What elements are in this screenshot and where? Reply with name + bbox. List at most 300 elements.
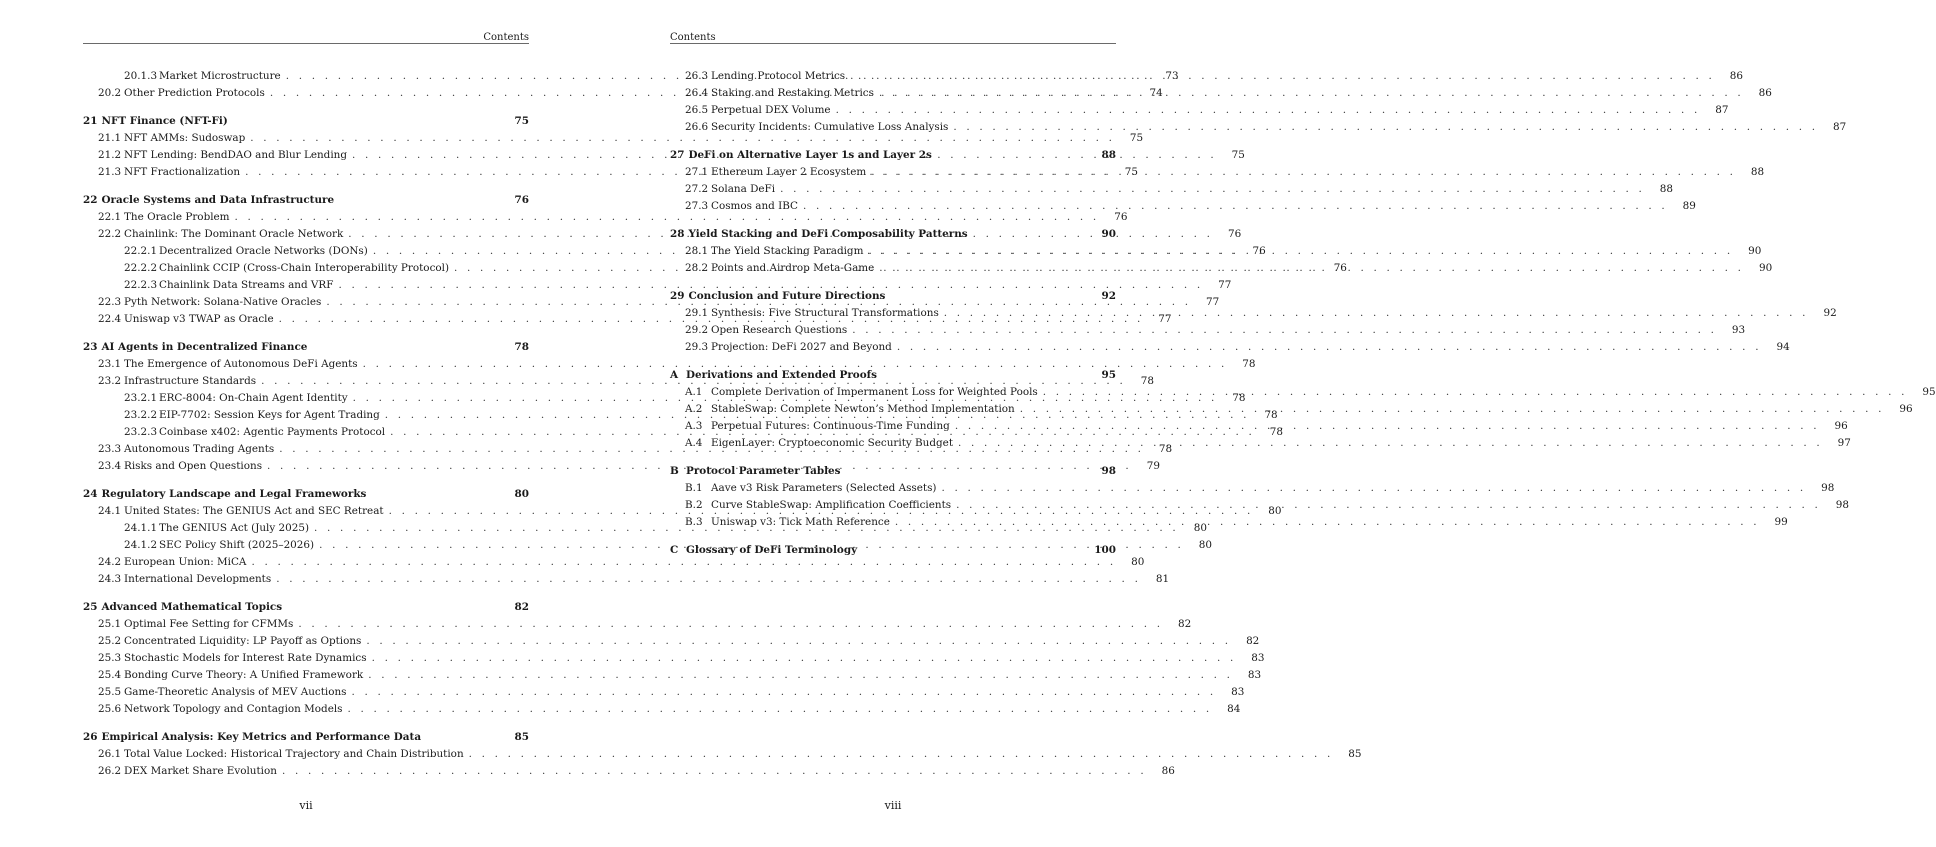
- entry-number: 23.2.1: [124, 392, 158, 404]
- entry-page-number: 84: [1227, 703, 1241, 715]
- entry-number: 21.3: [98, 166, 122, 178]
- entry-title: [124, 68, 281, 85]
- entry-title: [83, 486, 499, 503]
- entry-number: 23.4: [98, 460, 122, 472]
- entry-title-text: The GENIUS Act (July 2025): [159, 522, 310, 534]
- entry-title-text: United States: The GENIUS Act and SEC Retreat: [124, 505, 384, 517]
- entry-title-text: Open Research Questions: [711, 324, 848, 336]
- entry-title-text: Perpetual Futures: Continuous-Time Funding: [711, 420, 950, 432]
- entry-title: [685, 497, 951, 514]
- toc-chapter-entry[interactable]: [670, 463, 1116, 480]
- entry-title: [98, 667, 363, 684]
- entry-number: 25.4: [98, 669, 122, 681]
- toc-chapter-entry[interactable]: [670, 367, 1116, 384]
- dot-leader: [956, 497, 1821, 514]
- entry-number: 28.1: [685, 245, 709, 257]
- entry-title-text: AI Agents in Decentralized Finance: [101, 341, 308, 353]
- entry-title-text: Chainlink: The Dominant Oracle Network: [124, 228, 344, 240]
- entry-title-text: Total Value Locked: Historical Trajectory and Chain Distribution: [124, 748, 464, 760]
- entry-page-number: 97: [1837, 437, 1851, 449]
- entry-page-number: 89: [1682, 200, 1696, 212]
- entry-page-number: 74: [1149, 87, 1163, 99]
- entry-title: [685, 322, 847, 339]
- entry-number: 27.2: [685, 183, 709, 195]
- entry-page-number: 87: [1833, 121, 1847, 133]
- entry-number: 21: [83, 115, 98, 127]
- entry-number: 27: [670, 149, 685, 161]
- entry-title-text: Staking and Restaking Metrics: [711, 87, 874, 99]
- entry-title: [124, 243, 368, 260]
- dot-leader: [1043, 384, 1908, 401]
- entry-number: 26.3: [685, 70, 709, 82]
- entry-page-number: 81: [1155, 573, 1170, 585]
- entry-page-number: 79: [1146, 460, 1160, 472]
- entry-title-text: ERC-8004: On-Chain Agent Identity: [159, 392, 348, 404]
- entry-title: [670, 288, 1086, 305]
- entry-title: [98, 701, 343, 718]
- entry-title-text: Solana DeFi: [711, 183, 776, 195]
- entry-number: 22: [83, 194, 98, 206]
- toc-section-entry[interactable]: [83, 746, 1362, 763]
- entry-page-number: 78: [1232, 392, 1246, 404]
- entry-number: A.3: [685, 420, 703, 432]
- entry-page-number: 86: [1161, 765, 1175, 777]
- page-number: vii: [299, 799, 313, 812]
- entry-title-text: Infrastructure Standards: [124, 375, 257, 387]
- entry-number: 25.3: [98, 652, 122, 664]
- entry-title: [685, 181, 775, 198]
- entry-page-number: 99: [1774, 516, 1788, 528]
- entry-number: 20.1.3: [124, 70, 158, 82]
- toc-section-entry[interactable]: [670, 181, 1673, 198]
- entry-title-text: Pyth Network: Solana-Native Oracles: [124, 296, 322, 308]
- entry-page-number: 80: [1268, 505, 1282, 517]
- entry-page-number: 83: [1231, 686, 1245, 698]
- entry-title: [685, 514, 890, 531]
- dot-leader: [850, 68, 1715, 85]
- entry-page-number: 75: [1231, 149, 1245, 161]
- entry-title-text: NFT Lending: BendDAO and Blur Lending: [124, 149, 348, 161]
- entry-number: 24: [83, 488, 98, 500]
- entry-number: 23.1: [98, 358, 122, 370]
- toc-chapter-entry[interactable]: [670, 542, 1116, 559]
- entry-page-number: 83: [1251, 652, 1265, 664]
- toc-section-entry[interactable]: [670, 198, 1696, 215]
- entry-number: 24.3: [98, 573, 122, 585]
- entry-number: 24.1.1: [124, 522, 158, 534]
- entry-title: [124, 407, 380, 424]
- entry-number: 22.3: [98, 296, 122, 308]
- toc-chapter-entry[interactable]: [83, 729, 529, 746]
- entry-title: [670, 542, 1086, 559]
- entry-title: [98, 294, 321, 311]
- dot-leader: [953, 119, 1818, 136]
- entry-title-text: EIP-7702: Session Keys for Agent Trading: [159, 409, 380, 421]
- toc-section-entry[interactable]: [670, 102, 1729, 119]
- entry-page-number: 82: [1246, 635, 1260, 647]
- entry-page-number: 76: [1252, 245, 1266, 257]
- entry-number: A.1: [685, 386, 703, 398]
- dot-leader: [871, 164, 1736, 181]
- entry-page-number: 87: [1715, 104, 1729, 116]
- toc-chapter-entry[interactable]: [83, 599, 529, 616]
- entry-title-text: Game-Theoretic Analysis of MEV Auctions: [124, 686, 347, 698]
- entry-page-number: 100: [1094, 544, 1116, 556]
- entry-title: [124, 260, 449, 277]
- toc-section-entry[interactable]: [83, 701, 1241, 718]
- entry-title: [98, 85, 265, 102]
- entry-page-number: 92: [1823, 307, 1837, 319]
- entry-number: 27.1: [685, 166, 709, 178]
- entry-title: [98, 503, 384, 520]
- entry-number: 24.1.2: [124, 539, 158, 551]
- entry-page-number: 78: [1269, 426, 1283, 438]
- entry-title: [83, 729, 499, 746]
- entry-title-text: Uniswap v3 TWAP as Oracle: [124, 313, 274, 325]
- entry-page-number: 86: [1758, 87, 1772, 99]
- entry-number: A.2: [685, 403, 703, 415]
- entry-title: [98, 763, 277, 780]
- entry-title-text: EigenLayer: Cryptoeconomic Security Budget: [711, 437, 953, 449]
- entry-page-number: 96: [1899, 403, 1913, 415]
- entry-title-text: Other Prediction Protocols: [124, 87, 265, 99]
- entry-title: [685, 68, 845, 85]
- entry-number: 22.2: [98, 228, 122, 240]
- entry-title: [670, 226, 1086, 243]
- entry-page-number: 92: [1101, 290, 1116, 302]
- entry-number: 23.2.3: [124, 426, 158, 438]
- entry-number: 26.1: [98, 748, 122, 760]
- entry-number: 22.2.3: [124, 279, 158, 291]
- entry-page-number: 90: [1748, 245, 1762, 257]
- entry-title-text: DEX Market Share Evolution: [124, 765, 277, 777]
- entry-title-text: Ethereum Layer 2 Ecosystem: [711, 166, 867, 178]
- dot-leader: [941, 480, 1806, 497]
- entry-title: [124, 424, 385, 441]
- entry-page-number: 80: [1131, 556, 1145, 568]
- entry-title-text: Projection: DeFi 2027 and Beyond: [711, 341, 892, 353]
- entry-title-text: European Union: MiCA: [124, 556, 247, 568]
- entry-title-text: International Developments: [124, 573, 272, 585]
- entry-page-number: 75: [1129, 132, 1144, 144]
- entry-number: 25.5: [98, 686, 122, 698]
- entry-title-text: Stochastic Models for Interest Rate Dynamics: [124, 652, 367, 664]
- toc-chapter-entry[interactable]: [670, 226, 1116, 243]
- entry-title: [83, 339, 499, 356]
- toc-subsubsection-entry[interactable]: [83, 277, 1232, 294]
- entry-number: 25.1: [98, 618, 122, 630]
- entry-page-number: 82: [514, 601, 529, 613]
- toc-section-entry[interactable]: [670, 322, 1746, 339]
- entry-number: 29.3: [685, 341, 709, 353]
- entry-title-text: Uniswap v3: Tick Math Reference: [711, 516, 890, 528]
- entry-title-text: Empirical Analysis: Key Metrics and Performance Data: [101, 731, 422, 743]
- toc-section-entry[interactable]: [670, 119, 1847, 136]
- entry-number: 26.6: [685, 121, 709, 133]
- entry-title-text: Optimal Fee Setting for CFMMs: [124, 618, 294, 630]
- entry-number: 26.4: [685, 87, 709, 99]
- entry-title-text: Concentrated Liquidity: LP Payoff as Options: [124, 635, 362, 647]
- entry-number: 23.2.2: [124, 409, 158, 421]
- toc-section-entry[interactable]: [83, 684, 1245, 701]
- entry-number: 25.2: [98, 635, 122, 647]
- dot-leader: [879, 260, 1744, 277]
- entry-title-text: Coinbase x402: Agentic Payments Protocol: [159, 426, 386, 438]
- entry-title: [685, 435, 953, 452]
- entry-page-number: 83: [1247, 669, 1262, 681]
- toc-section-entry[interactable]: [670, 480, 1835, 497]
- entry-number: 24.2: [98, 556, 122, 568]
- entry-number: 26.5: [685, 104, 709, 116]
- entry-page-number: 78: [1158, 443, 1173, 455]
- entry-number: A.4: [685, 437, 703, 449]
- entry-page-number: 85: [514, 731, 529, 743]
- dot-leader: [852, 322, 1717, 339]
- entry-number: B.3: [685, 516, 703, 528]
- entry-title-text: Market Microstructure: [159, 70, 281, 82]
- toc-chapter-entry[interactable]: [670, 288, 1116, 305]
- entry-page-number: 75: [1124, 166, 1139, 178]
- entry-title-text: Points and Airdrop Meta-Game: [711, 262, 875, 274]
- entry-number: B.2: [685, 499, 703, 511]
- entry-page-number: 98: [1835, 499, 1849, 511]
- dot-leader: [955, 418, 1820, 435]
- entry-title-text: DeFi on Alternative Layer 1s and Layer 2s: [688, 149, 932, 161]
- entry-title: [685, 480, 936, 497]
- entry-title: [670, 367, 1086, 384]
- entry-title: [98, 571, 271, 588]
- entry-page-number: 78: [514, 341, 529, 353]
- dot-leader: [780, 181, 1645, 198]
- entry-number: A: [670, 369, 679, 381]
- entry-title: [98, 458, 262, 475]
- entry-number: 23.2: [98, 375, 122, 387]
- dot-leader: [868, 243, 1733, 260]
- entry-title-text: NFT AMMs: Sudoswap: [124, 132, 246, 144]
- entry-title: [124, 520, 309, 537]
- entry-number: 29: [670, 290, 685, 302]
- entry-number: 21.1: [98, 132, 122, 144]
- toc-chapter-entry[interactable]: [83, 192, 529, 209]
- entry-page-number: 82: [1177, 618, 1192, 630]
- entry-number: 27.3: [685, 200, 709, 212]
- entry-title: [685, 243, 863, 260]
- toc-chapter-entry[interactable]: [83, 113, 529, 130]
- entry-page-number: 88: [1750, 166, 1765, 178]
- entry-title: [685, 102, 831, 119]
- entry-title-text: Bonding Curve Theory: A Unified Framework: [124, 669, 364, 681]
- entry-title-text: Protocol Parameter Tables: [686, 465, 841, 477]
- entry-number: 22.1: [98, 211, 122, 223]
- entry-title-text: Risks and Open Questions: [124, 460, 263, 472]
- toc-section-entry[interactable]: [83, 633, 1260, 650]
- entry-title: [685, 305, 939, 322]
- entry-title-text: Derivations and Extended Proofs: [686, 369, 877, 381]
- entry-title: [685, 198, 798, 215]
- toc-section-entry[interactable]: [670, 339, 1790, 356]
- entry-number: 26: [83, 731, 98, 743]
- entry-title: [685, 401, 1015, 418]
- toc-section-entry[interactable]: [83, 650, 1265, 667]
- entry-number: 28.2: [685, 262, 709, 274]
- entry-title: [98, 441, 274, 458]
- entry-title: [98, 130, 245, 147]
- dot-leader: [836, 102, 1701, 119]
- dot-leader: [944, 305, 1809, 322]
- entry-page-number: 93: [1731, 324, 1746, 336]
- dot-leader: [803, 198, 1668, 215]
- entry-page-number: 86: [1729, 70, 1744, 82]
- entry-number: 21.2: [98, 149, 122, 161]
- entry-title-text: Chainlink CCIP (Cross-Chain Interoperability Protocol): [159, 262, 450, 274]
- running-head: Contents: [670, 32, 716, 43]
- entry-number: 23: [83, 341, 98, 353]
- entry-page-number: 77: [1206, 296, 1220, 308]
- running-head: Contents: [483, 32, 529, 43]
- entry-title-text: Autonomous Trading Agents: [124, 443, 275, 455]
- entry-title-text: Chainlink Data Streams and VRF: [159, 279, 334, 291]
- toc-section-entry[interactable]: [83, 356, 1256, 373]
- entry-page-number: 73: [1165, 70, 1179, 82]
- entry-title-text: Complete Derivation of Impermanent Loss for Weighted Pools: [711, 386, 1038, 398]
- entry-page-number: 90: [1758, 262, 1773, 274]
- entry-title-text: Network Topology and Contagion Models: [124, 703, 343, 715]
- entry-number: 29.2: [685, 324, 709, 336]
- entry-title-text: SEC Policy Shift (2025–2026): [159, 539, 315, 551]
- entry-title-text: Synthesis: Five Structural Transformations: [711, 307, 939, 319]
- entry-title-text: Yield Stacking and DeFi Composability Patterns: [688, 228, 968, 240]
- entry-title-text: Glossary of DeFi Terminology: [686, 544, 858, 556]
- header-rule: [83, 43, 529, 44]
- entry-title: [98, 684, 347, 701]
- entry-page-number: 77: [1218, 279, 1232, 291]
- entry-title-text: Cosmos and IBC: [711, 200, 799, 212]
- entry-title-text: Conclusion and Future Directions: [688, 290, 886, 302]
- toc-section-entry[interactable]: [83, 616, 1192, 633]
- entry-number: 22.4: [98, 313, 122, 325]
- entry-title: [83, 113, 499, 130]
- entry-page-number: 90: [1101, 228, 1116, 240]
- entry-number: 22.2.1: [124, 245, 158, 257]
- entry-page-number: 98: [1821, 482, 1835, 494]
- entry-title-text: The Oracle Problem: [124, 211, 230, 223]
- entry-number: 20.2: [98, 87, 122, 99]
- entry-title: [98, 164, 240, 181]
- toc-section-entry[interactable]: [83, 667, 1262, 684]
- entry-title-text: The Yield Stacking Paradigm: [711, 245, 864, 257]
- dot-leader: [897, 339, 1762, 356]
- entry-title: [98, 633, 361, 650]
- entry-title-text: Advanced Mathematical Topics: [101, 601, 283, 613]
- entry-number: 25.6: [98, 703, 122, 715]
- entry-page-number: 94: [1776, 341, 1790, 353]
- entry-number: 22.2.2: [124, 262, 158, 274]
- entry-title: [98, 616, 293, 633]
- entry-title: [98, 746, 464, 763]
- entry-title: [83, 192, 499, 209]
- entry-title: [124, 390, 348, 407]
- entry-title: [98, 226, 343, 243]
- entry-title: [685, 260, 874, 277]
- entry-page-number: 76: [514, 194, 529, 206]
- entry-title-text: Lending Protocol Metrics: [711, 70, 846, 82]
- toc-section-entry[interactable]: [83, 763, 1175, 780]
- toc-section-entry[interactable]: [83, 130, 1144, 147]
- entry-title: [98, 373, 256, 390]
- entry-number: 26.2: [98, 765, 122, 777]
- entry-title-text: Perpetual DEX Volume: [711, 104, 831, 116]
- toc-section-entry[interactable]: [83, 209, 1128, 226]
- entry-title-text: Oracle Systems and Data Infrastructure: [101, 194, 335, 206]
- entry-title-text: NFT Finance (NFT-Fi): [101, 115, 228, 127]
- entry-title: [98, 209, 230, 226]
- entry-title: [685, 164, 866, 181]
- entry-title: [124, 277, 333, 294]
- entry-page-number: 96: [1834, 420, 1848, 432]
- toc-section-entry[interactable]: [83, 571, 1170, 588]
- entry-page-number: 78: [1264, 409, 1278, 421]
- entry-page-number: 80: [1193, 522, 1207, 534]
- entry-title: [685, 85, 874, 102]
- entry-page-number: 88: [1659, 183, 1673, 195]
- entry-page-number: 80: [1198, 539, 1212, 551]
- toc-chapter-entry[interactable]: [670, 147, 1116, 164]
- entry-title: [98, 311, 274, 328]
- dot-leader: [1020, 401, 1885, 418]
- entry-title-text: StableSwap: Complete Newton’s Method Implementation: [711, 403, 1015, 415]
- page-number: viii: [884, 799, 902, 812]
- entry-title: [98, 650, 367, 667]
- dot-leader: [958, 435, 1823, 452]
- entry-page-number: 88: [1101, 149, 1116, 161]
- entry-page-number: 76: [1227, 228, 1242, 240]
- entry-page-number: 85: [1348, 748, 1362, 760]
- entry-title: [124, 537, 314, 554]
- entry-title: [685, 119, 948, 136]
- toc-section-entry[interactable]: [83, 554, 1145, 571]
- entry-number: B.1: [685, 482, 703, 494]
- entry-number: 29.1: [685, 307, 709, 319]
- entry-title: [685, 384, 1038, 401]
- entry-title-text: Aave v3 Risk Parameters (Selected Assets): [711, 482, 937, 494]
- entry-page-number: 78: [1140, 375, 1154, 387]
- entry-title-text: Regulatory Landscape and Legal Frameworks: [101, 488, 367, 500]
- entry-title-text: The Emergence of Autonomous DeFi Agents: [124, 358, 358, 370]
- entry-title: [98, 554, 246, 571]
- entry-title: [98, 147, 347, 164]
- entry-title: [685, 418, 950, 435]
- entry-title-text: Security Incidents: Cumulative Loss Analysis: [711, 121, 949, 133]
- dot-leader: [895, 514, 1760, 531]
- entry-page-number: 80: [514, 488, 529, 500]
- entry-page-number: 98: [1101, 465, 1116, 477]
- entry-page-number: 75: [514, 115, 529, 127]
- entry-page-number: 95: [1922, 386, 1936, 398]
- entry-page-number: 76: [1333, 262, 1347, 274]
- entry-number: 23.3: [98, 443, 122, 455]
- entry-page-number: 78: [1242, 358, 1256, 370]
- entry-title-text: Decentralized Oracle Networks (DONs): [159, 245, 368, 257]
- entry-number: B: [670, 465, 679, 477]
- entry-page-number: 76: [1114, 211, 1128, 223]
- toc-chapter-entry[interactable]: [83, 486, 529, 503]
- entry-number: 25: [83, 601, 98, 613]
- entry-number: 28: [670, 228, 685, 240]
- entry-title-text: NFT Fractionalization: [124, 166, 241, 178]
- entry-title: [670, 463, 1086, 480]
- entry-title-text: Curve StableSwap: Amplification Coefficients: [711, 499, 952, 511]
- toc-chapter-entry[interactable]: [83, 339, 529, 356]
